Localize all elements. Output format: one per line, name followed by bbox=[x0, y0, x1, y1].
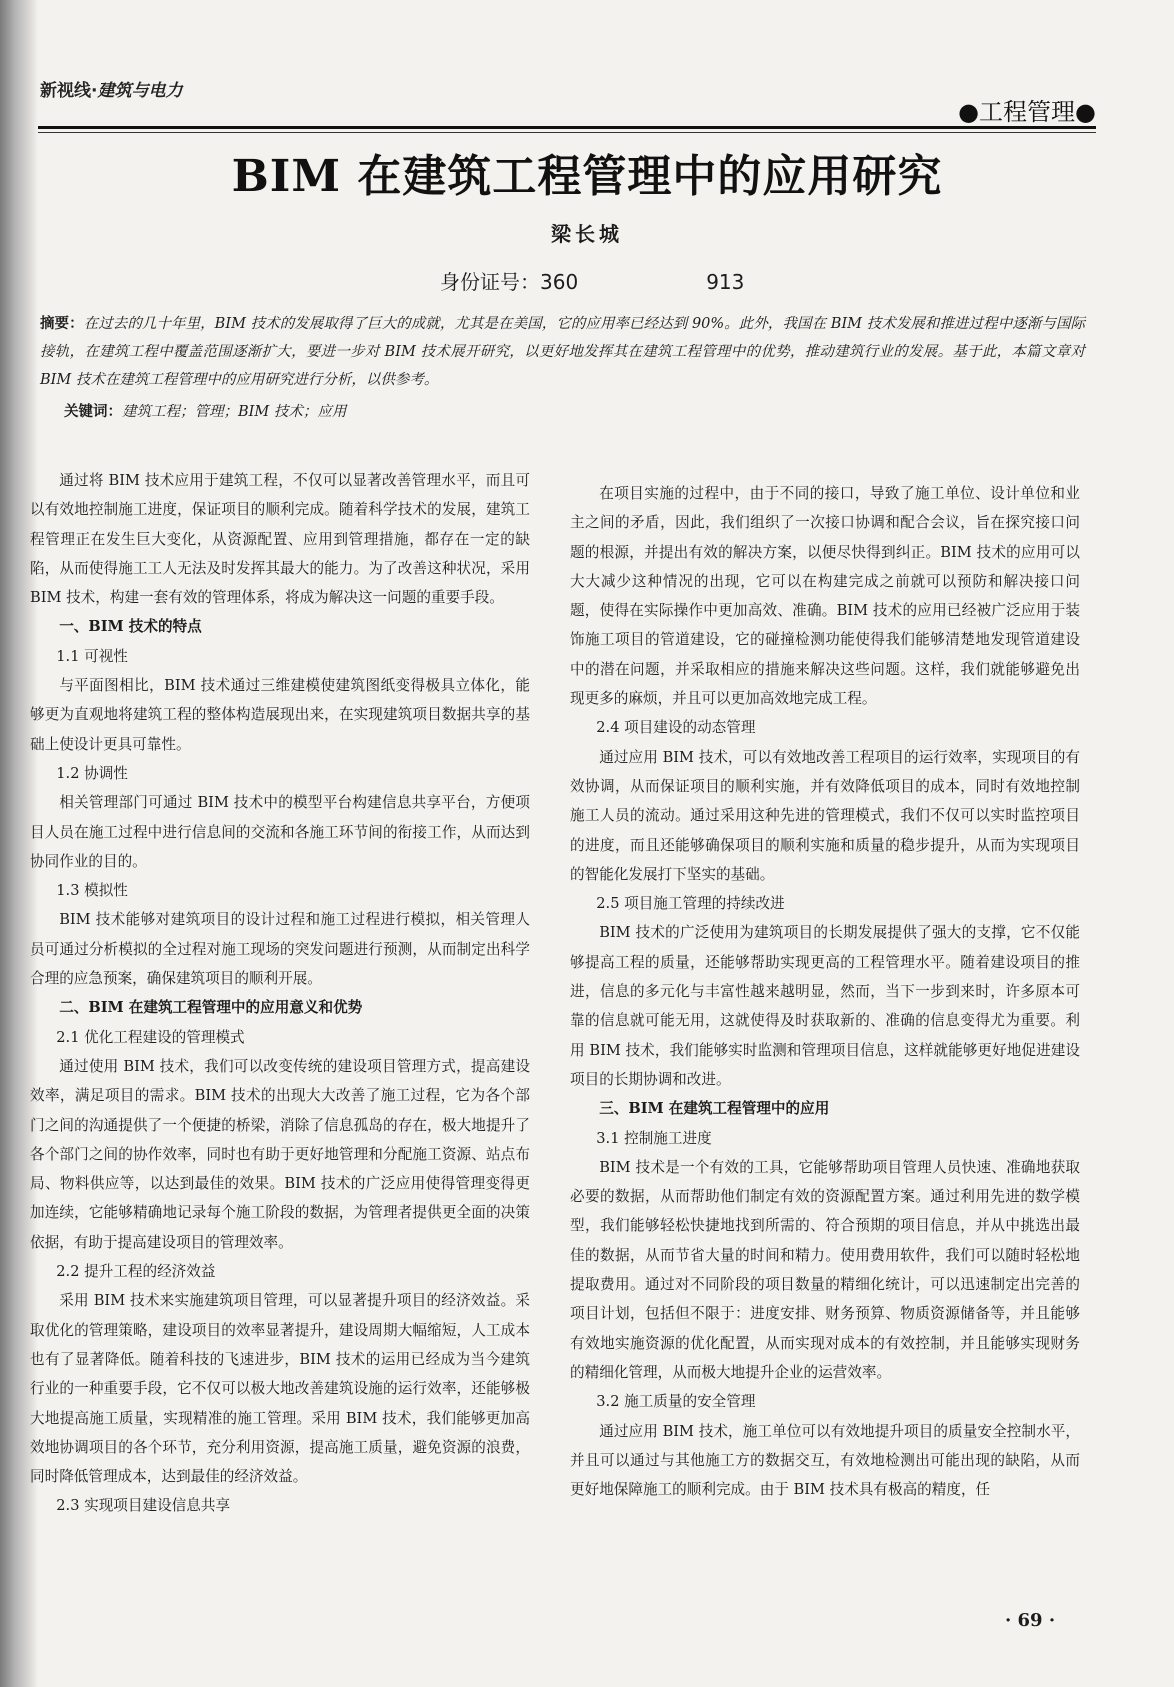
subsection-heading-2-1: 2.1 优化工程建设的管理模式 bbox=[56, 1028, 245, 1046]
running-head-part2: 建筑与电力 bbox=[97, 81, 183, 101]
page-number: · 69 · bbox=[1005, 1610, 1056, 1631]
section-heading-1: 一、BIM 技术的特点 bbox=[59, 618, 202, 636]
paragraph-2-5: BIM 技术的广泛使用为建筑项目的长期发展提供了强大的支撑，它不仅能够提高工程的质量，还能够帮助实现更高的工程管理水平。随着建设项目的推进，信息的多元化与丰富性越来越明显，然而，当下一步到来时，许多原本可靠的信息就可能无用，这就使得及时获取新的、准确的信息变得尤为重要。利用 BIM 技术，我们能够实时监测和管理项目信息，这样就能够更好地促进建设项目的长期协调和改进。 bbox=[570, 924, 1080, 1088]
id-part1: 360 bbox=[540, 270, 579, 294]
subsection-heading-1-3: 1.3 模拟性 bbox=[56, 882, 128, 900]
section-tag: ●工程管理● bbox=[958, 98, 1096, 126]
right-column bbox=[570, 479, 1080, 1504]
id-label: 身份证号： bbox=[440, 270, 540, 294]
author-id-line bbox=[440, 266, 744, 295]
intro-paragraph: 通过将 BIM 技术应用于建筑工程，不仅可以显著改善管理水平，而且可以有效地控制施工进度，保证项目的顺利完成。随着科学技术的发展，建筑工程管理正在发生巨大变化，从资源配置、应用到管理措施，都存在一定的缺陷，从而使得施工工人无法及时发挥其最大的能力。为了改善这种状况，采用 BIM 技术，构建一套有效的管理体系，将成为解决这一问题的重要手段。 bbox=[30, 472, 530, 607]
header-rule-thick bbox=[38, 126, 1096, 129]
section-heading-3: 三、BIM 在建筑工程管理中的应用 bbox=[599, 1100, 830, 1118]
id-part2: 913 bbox=[706, 270, 745, 294]
subsection-heading-1-2: 1.2 协调性 bbox=[56, 764, 128, 782]
article-title: BIM 在建筑工程管理中的应用研究 bbox=[231, 151, 943, 202]
abstract-text: 在过去的几十年里，BIM 技术的发展取得了巨大的成就，尤其是在美国，它的应用率已经达到 90%。此外，我国在 BIM 技术发展和推进过程中逐渐与国际接轨，在建筑工程中覆盖范围逐渐扩大，要进一步对 BIM 技术展开研究，以更好地发挥其在建筑工程管理中的优势，推动建筑行业的发展。基于此，本篇文章对 BIM 技术在建筑工程管理中的应用研究进行分析，以供参考。 bbox=[40, 316, 1085, 388]
paragraph-2-1: 通过使用 BIM 技术，我们可以改变传统的建设项目管理方式，提高建设效率，满足项目的需求。BIM 技术的出现大大改善了施工过程，它为各个部门之间的沟通提供了一个便捷的桥梁，消除了信息孤岛的存在，极大地提升了各个部门之间的协作效率，同时也有助于更好地管理和分配施工资源、站点布局、物料供应等，以达到最佳的效果。BIM 技术的广泛应用使得管理变得更加连续，它能够精确地记录每个施工阶段的数据，为管理者提供更全面的决策依据，有助于提高建设项目的管理效率。 bbox=[30, 1057, 530, 1251]
paragraph-2-2: 采用 BIM 技术来实施建筑项目管理，可以显著提升项目的经济效益。采取优化的管理策略，建设项目的效率显著提升，建设周期大幅缩短，人工成本也有了显著降低。随着科技的飞速进步，BIM 技术的运用已经成为当今建筑行业的一种重要手段，它不仅可以极大地改善建筑设施的运行效率，还能够极大地提高施工质量，实现精准的施工管理。采用 BIM 技术，我们能够更加高效地协调项目的各个环节，充分利用资源，提高施工质量，避免资源的浪费，同时降低管理成本，达到最佳的经济效益。 bbox=[30, 1292, 530, 1486]
keywords bbox=[64, 400, 346, 421]
paragraph-3-2: 通过应用 BIM 技术，施工单位可以有效地提升项目的质量安全控制水平，并且可以通过与其他施工方的数据交互，有效地检测出可能出现的缺陷，从而更好地保障施工的顺利完成。由于 BIM 技术具有极高的精度，任 bbox=[570, 1422, 1080, 1499]
article-author: 梁长城 bbox=[551, 222, 623, 246]
keywords-text: 建筑工程；管理；BIM 技术；应用 bbox=[122, 404, 347, 420]
abstract-label: 摘要： bbox=[40, 315, 84, 332]
paragraph-2-4: 通过应用 BIM 技术，可以有效地改善工程项目的运行效率，实现项目的有效协调，从而保证项目的顺利实施，并有效降低项目的成本，同时有效地控制施工人员的流动。通过采用这种先进的管理模式，我们不仅可以实时监控项目的进度，而且还能够确保项目的顺利实施和质量的稳步提升，从而为实现项目的智能化发展打下坚实的基础。 bbox=[570, 748, 1080, 883]
subsection-heading-1-1: 1.1 可视性 bbox=[56, 647, 128, 665]
abstract bbox=[40, 310, 1085, 394]
running-head bbox=[40, 76, 182, 101]
subsection-heading-2-3: 2.3 实现项目建设信息共享 bbox=[56, 1497, 231, 1515]
subsection-heading-3-1: 3.1 控制施工进度 bbox=[596, 1129, 712, 1147]
subsection-heading-3-2: 3.2 施工质量的安全管理 bbox=[596, 1393, 756, 1411]
paragraph-1-2: 相关管理部门可通过 BIM 技术中的模型平台构建信息共享平台，方便项目人员在施工过程中进行信息间的交流和各施工环节间的衔接工作，从而达到协同作业的目的。 bbox=[30, 794, 530, 870]
paragraph-3-1: BIM 技术是一个有效的工具，它能够帮助项目管理人员快速、准确地获取必要的数据，从而帮助他们制定有效的资源配置方案。通过利用先进的数学模型，我们能够轻松快捷地找到所需的、符合预期的项目信息，并从中挑选出最佳的数据，从而节省大量的时间和精力。使用费用软件，我们可以随时轻松地提取费用。通过对不同阶段的项目数量的精细化统计，可以迅速制定出完善的项目计划，包括但不限于：进度安排、财务预算、物质资源储备等，并且能够有效地实施资源的优化配置，从而实现对成本的有效控制，并且能够实现财务的精细化管理，从而极大地提升企业的运营效率。 bbox=[570, 1158, 1080, 1381]
subsection-heading-2-4: 2.4 项目建设的动态管理 bbox=[596, 719, 756, 737]
left-column bbox=[30, 466, 530, 1521]
paragraph-1-3: BIM 技术能够对建筑项目的设计过程和施工过程进行模拟，相关管理人员可通过分析模拟的全过程对施工现场的突发问题进行预测，从而制定出科学合理的应急预案，确保建筑项目的顺利开展。 bbox=[30, 911, 530, 988]
subsection-heading-2-5: 2.5 项目施工管理的持续改进 bbox=[596, 895, 785, 913]
header-rule-thin bbox=[38, 132, 1096, 133]
paragraph-2-3-continued: 在项目实施的过程中，由于不同的接口，导致了施工单位、设计单位和业主之间的矛盾，因此，我们组织了一次接口协调和配合会议，旨在探究接口问题的根源，并提出有效的解决方案，以便尽快得到纠正。BIM 技术的应用可以大大减少这种情况的出现，它可以在构建完成之前就可以预防和解决接口问题，使得在实际操作中更加高效、准确。BIM 技术的应用已经被广泛应用于装饰施工项目的管道建设，它的碰撞检测功能使得我们能够清楚地发现管道建设中的潜在问题，并采取相应的措施来解决这些问题。这样，我们就能够避免出现更多的麻烦，并且可以更加高效地完成工程。 bbox=[570, 485, 1080, 708]
keywords-label: 关键词： bbox=[64, 403, 122, 420]
paragraph-1-1: 与平面图相比，BIM 技术通过三维建模使建筑图纸变得极具立体化，能够更为直观地将建筑工程的整体构造展现出来，在实现建筑项目数据共享的基础上使设计更具可靠性。 bbox=[30, 677, 530, 753]
section-heading-2: 二、BIM 在建筑工程管理中的应用意义和优势 bbox=[59, 999, 363, 1017]
running-head-part1: 新视线· bbox=[40, 81, 98, 101]
subsection-heading-2-2: 2.2 提升工程的经济效益 bbox=[56, 1263, 216, 1281]
